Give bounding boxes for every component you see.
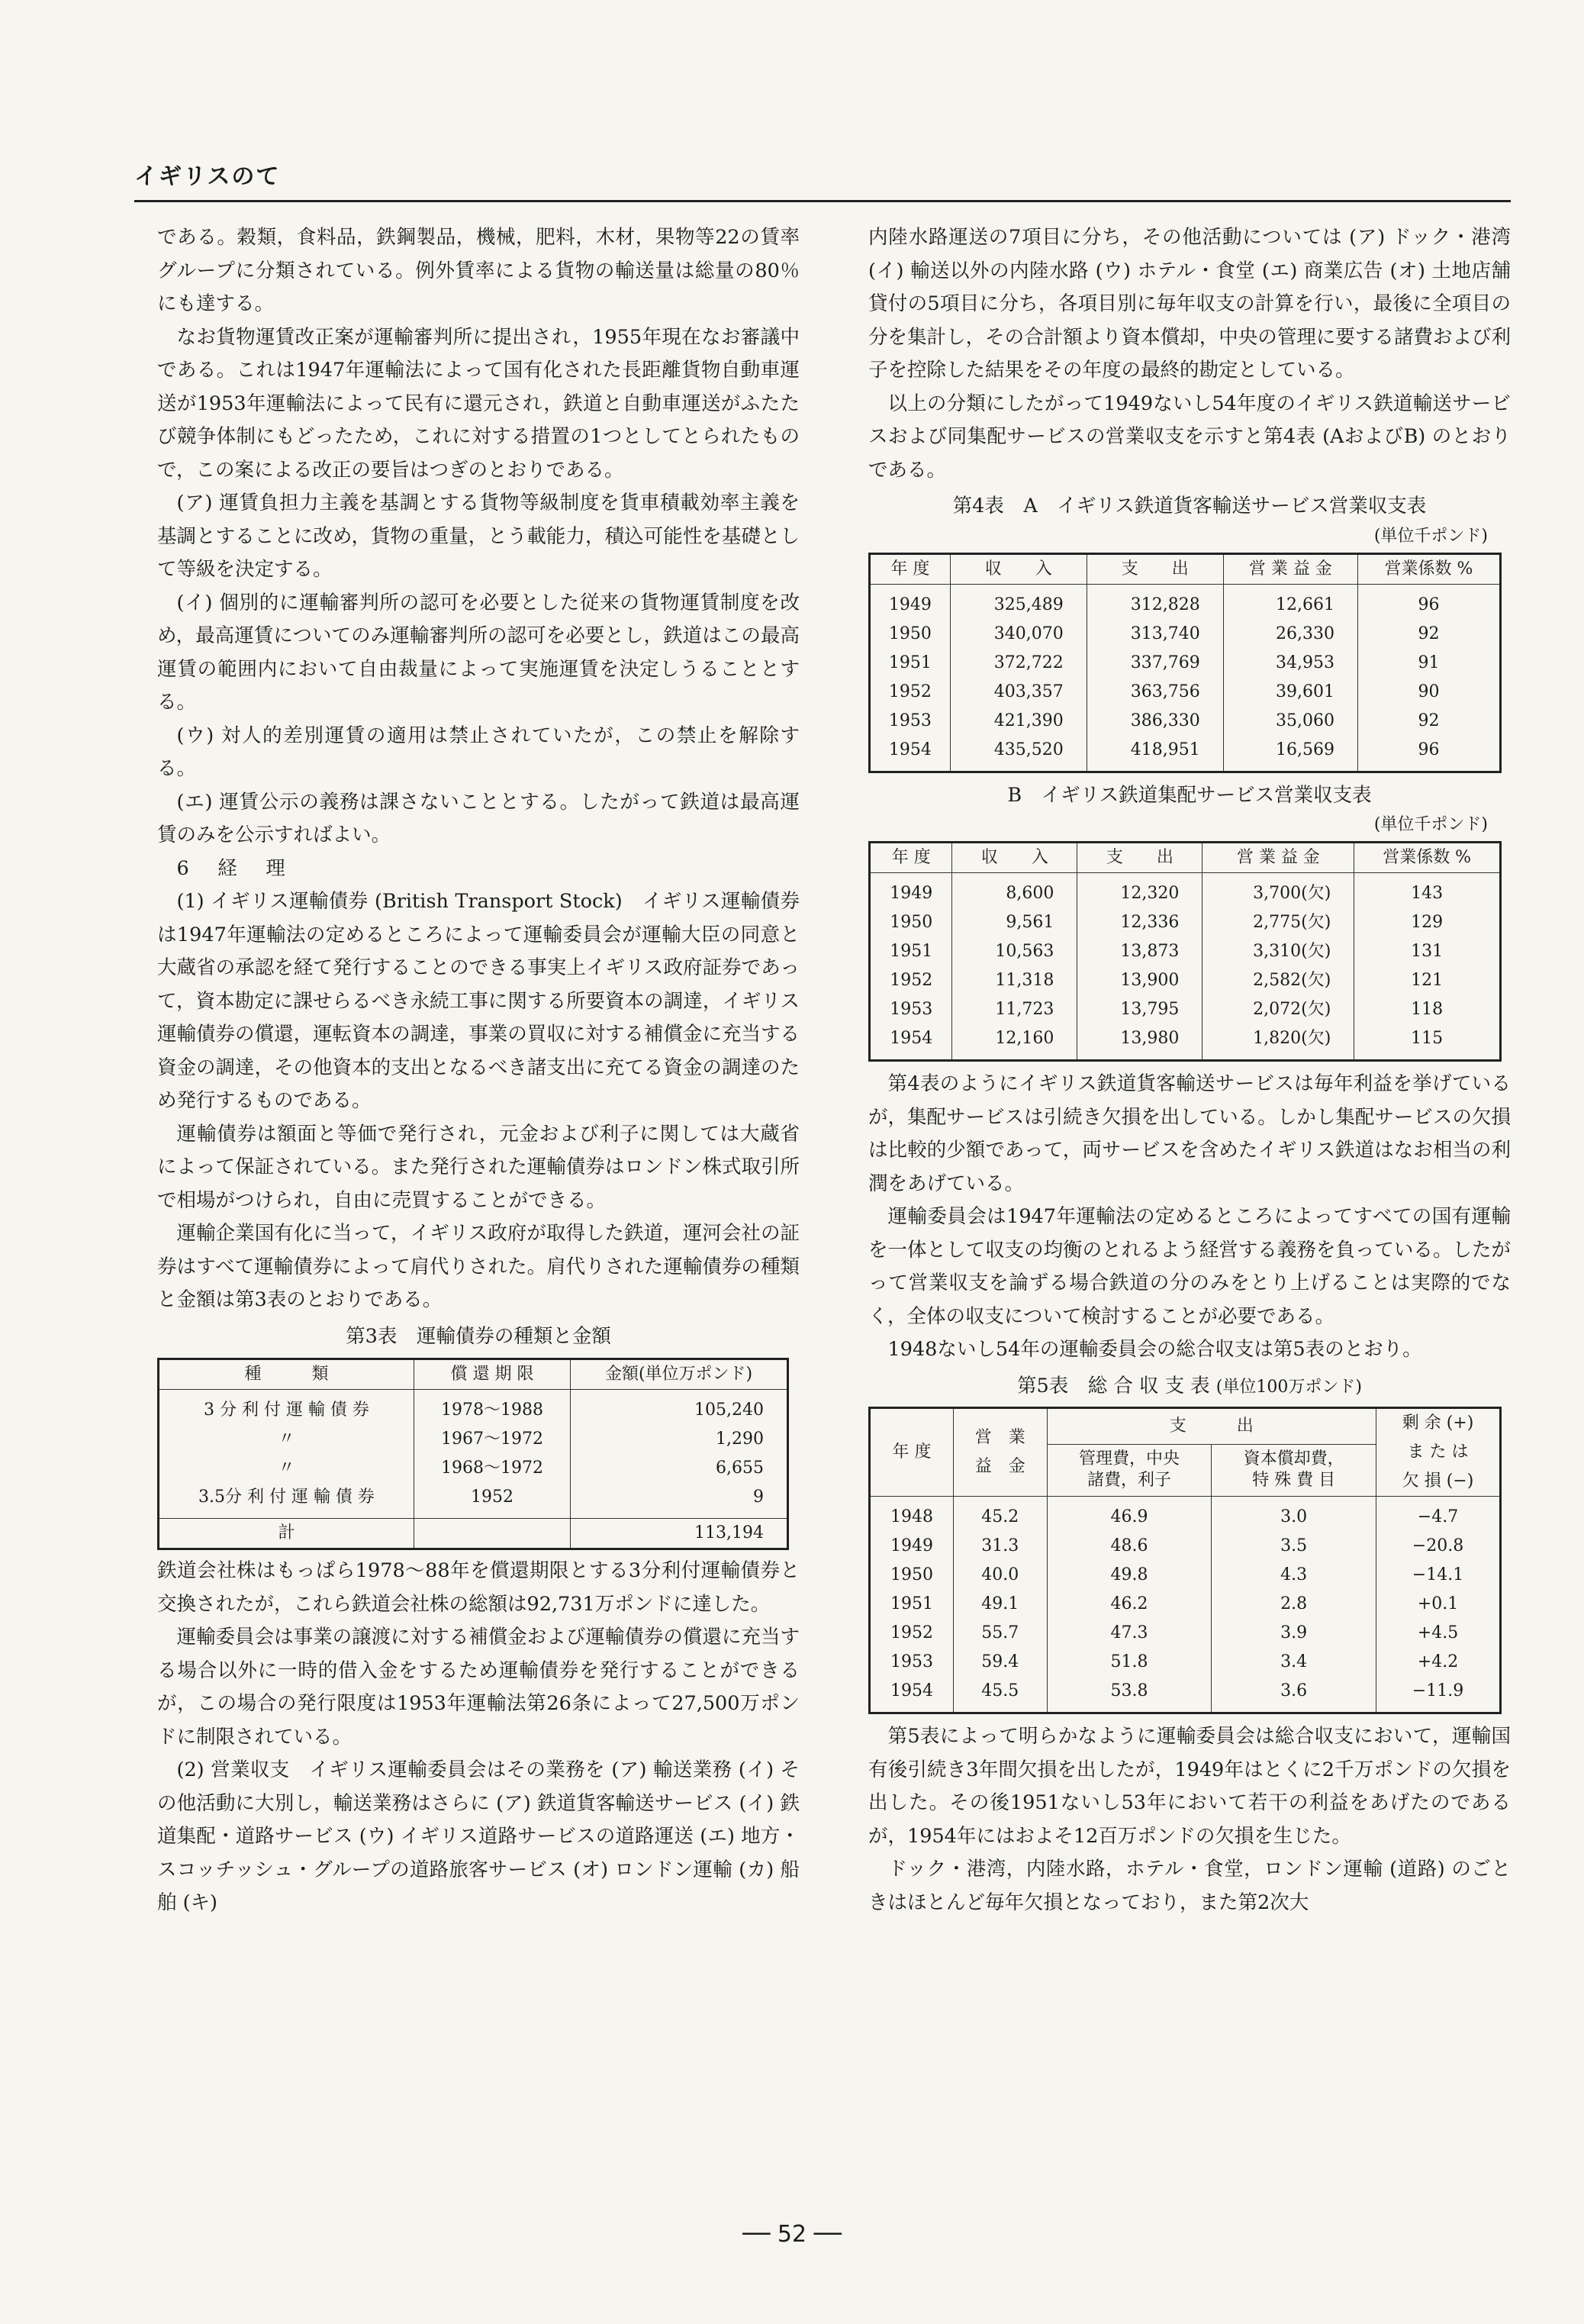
left-column <box>157 221 800 1920</box>
table-cell: −11.9 <box>1376 1677 1501 1713</box>
table-cell: 9 <box>571 1483 788 1519</box>
table-cell: 46.9 <box>1047 1497 1212 1533</box>
table-cell: 計 <box>159 1519 414 1549</box>
table-cell: 2,582(欠) <box>1202 966 1354 995</box>
table-cell: 13,795 <box>1077 995 1202 1024</box>
table-cell: 1952 <box>888 682 932 701</box>
right-column <box>868 221 1511 1919</box>
table-cell: 92 <box>1357 707 1500 736</box>
table-unit: (単位100万ポンド) <box>1215 1377 1362 1397</box>
section-heading: 6 経 理 <box>176 856 290 880</box>
table-cell: 2.8 <box>1212 1590 1376 1619</box>
list-item: (イ) 個別的に運輸審判所の認可を必要とした従来の貨物運賃制度を改め，最高運賃についてのみ運輸審判所の認可を必要とし，鉄道はこの最高運賃の範囲内において自由裁量によって実施運賃を決定しうることとする。 <box>157 591 800 714</box>
table-cell: 1978～1988 <box>414 1390 570 1426</box>
table-cell: 340,070 <box>950 620 1087 649</box>
column-header: 営業係数 % <box>1354 843 1501 873</box>
table-cell: −4.7 <box>1376 1497 1501 1533</box>
table-cell: 1,290 <box>571 1425 788 1454</box>
table-cell: 31.3 <box>953 1532 1047 1561</box>
table-cell: 1949 <box>890 1536 933 1555</box>
paragraph: 第5表によって明らかなように運輸委員会は総合収支において，運輸国有後引続き3年間欠損を出したが，1949年はとくに2千万ポンドの欠損を出した。その後1951ないし53年において若干の利益をあげたのであるが，1954年にはおよそ12百万ポンドの欠損を生じた。 <box>868 1725 1511 1848</box>
table-5 <box>868 1407 1502 1714</box>
table-cell: +4.2 <box>1376 1648 1501 1677</box>
table-cell: 1968～1972 <box>414 1454 570 1483</box>
table-cell: 45.5 <box>953 1677 1047 1713</box>
table-row <box>870 908 1501 937</box>
table-cell: 49.8 <box>1047 1561 1212 1590</box>
table-row <box>159 1390 788 1426</box>
table-row <box>870 1532 1501 1561</box>
table-cell: 9,561 <box>952 908 1077 937</box>
table-row <box>870 1677 1501 1713</box>
column-header: 支 出 <box>1047 1408 1376 1445</box>
table-cell: 1950 <box>888 624 932 643</box>
table-cell: 13,900 <box>1077 966 1202 995</box>
column-header: 収 入 <box>952 843 1077 873</box>
table-row <box>870 678 1501 707</box>
paragraph: 運輸委員会は事業の譲渡に対する補償金および運輸債券の償還に充当する場合以外に一時的借入金をするため運輸債券を発行することができるが，この場合の発行限度は1953年運輸法第26条によって27,500万ポンドに制限されている。 <box>157 1626 800 1749</box>
table-cell: 3 分 利 付 運 輸 債 券 <box>203 1401 369 1420</box>
table-row <box>870 966 1501 995</box>
table-row <box>870 736 1501 772</box>
table-cell: 1951 <box>888 653 932 672</box>
column-header: 年 度 <box>870 843 952 873</box>
table-cell: 1951 <box>890 1594 933 1613</box>
table-title-text: 第5表 総 合 収 支 表 <box>1017 1374 1210 1397</box>
table-cell: 131 <box>1354 937 1501 966</box>
column-header: 管理費，中央 諸費，利子 <box>1047 1444 1212 1496</box>
table-cell: 40.0 <box>953 1561 1047 1590</box>
table-row <box>870 873 1501 909</box>
table-cell: 118 <box>1354 995 1501 1024</box>
table-cell: 3.4 <box>1212 1648 1376 1677</box>
table-cell: 105,240 <box>571 1390 788 1426</box>
table-3 <box>157 1358 789 1550</box>
table-cell: 92 <box>1357 620 1500 649</box>
table-cell: 421,390 <box>950 707 1087 736</box>
column-header: 資本償却費， 特 殊 費 目 <box>1212 1444 1376 1496</box>
paragraph: 運輸企業国有化に当って，イギリス政府が取得した鉄道，運河会社の証券はすべて運輸債券によって肩代りされた。肩代りされた運輸債券の種類と金額は第3表のとおりである。 <box>157 1222 800 1311</box>
table-cell: 6,655 <box>571 1454 788 1483</box>
paragraph: 運輸委員会は1947年運輸法の定めるところによってすべての国有運輸を一体として収支の均衡のとれるよう経営する義務を負っている。したがって営業収支を論ずる場合鉄道の分のみをとり上げることは実際的でなく，全体の収支について検討することが必要である。 <box>868 1205 1511 1328</box>
paragraph: である。穀類，食料品，鉄鋼製品，機械，肥料，木材，果物等22の賃率グループに分類されている。例外賃率による貨物の輸送量は総量の80％にも達する。 <box>157 226 800 315</box>
paragraph: 鉄道会社株はもっぱら1978～88年を償還期限とする3分利付運輸債券と交換されたが，これら鉄道会社株の総額は92,731万ポンドに達した。 <box>157 1559 800 1616</box>
paragraph: (2) 営業収支 イギリス運輸委員会はその業務を (ア) 輸送業務 (イ) その他活動に大別し，輸送業務はさらに (ア) 鉄道貨客輸送サービス (イ) 鉄道集配・道路サービス (ウ) イギリス道路サービスの道路運送 (エ) 地方・スコッチッシュ・グループの道路旅客サービス (オ) ロンドン運輸 (カ) 船舶 (キ) <box>157 1758 800 1914</box>
table-cell: 1950 <box>890 1565 933 1584</box>
table-cell: 129 <box>1354 908 1501 937</box>
paragraph: ドック・港湾，内陸水路，ホテル・食堂，ロンドン運輸 (道路) のごときはほとんど毎年欠損となっており，また第2次大 <box>868 1858 1511 1914</box>
table-cell: 3,700(欠) <box>1202 873 1354 909</box>
table-row <box>870 620 1501 649</box>
table-cell: 325,489 <box>950 584 1087 620</box>
table-cell: 1954 <box>890 1681 933 1700</box>
table-row <box>870 1648 1501 1677</box>
table-cell: 4.3 <box>1212 1561 1376 1590</box>
table-cell: 2,072(欠) <box>1202 995 1354 1024</box>
table-cell: +4.5 <box>1376 1619 1501 1648</box>
table-cell: 45.2 <box>953 1497 1047 1533</box>
table-cell: 143 <box>1354 873 1501 909</box>
table-cell: 1949 <box>888 595 932 614</box>
table-cell: 3,310(欠) <box>1202 937 1354 966</box>
column-header: 剰 余 (+) ま た は 欠 損 (−) <box>1376 1408 1501 1497</box>
column-header: 支 出 <box>1077 843 1202 873</box>
table-cell: 1953 <box>888 711 932 730</box>
table-row <box>870 1619 1501 1648</box>
table-cell: 1952 <box>890 971 933 990</box>
table-cell: 115 <box>1354 1024 1501 1061</box>
table-cell <box>414 1519 570 1549</box>
table-cell: 12,160 <box>952 1024 1077 1061</box>
running-header: イギリスのて <box>134 163 281 190</box>
table-row <box>870 1497 1501 1533</box>
column-header: 金額(単位万ポンド) <box>571 1359 788 1390</box>
table-cell: 1967～1972 <box>414 1425 570 1454</box>
table-cell: 2,775(欠) <box>1202 908 1354 937</box>
table-cell: 26,330 <box>1223 620 1357 649</box>
table-cell: 90 <box>1357 678 1500 707</box>
table-cell: 386,330 <box>1087 707 1223 736</box>
table-cell: 337,769 <box>1087 649 1223 678</box>
paragraph: 以上の分類にしたがって1949ないし54年度のイギリス鉄道輸送サービスおよび同集配サービスの営業収支を示すと第4表 (AおよびB) のとおりである。 <box>868 392 1511 482</box>
table-cell: 12,661 <box>1223 584 1357 620</box>
table-cell: 403,357 <box>950 678 1087 707</box>
table-cell: 35,060 <box>1223 707 1357 736</box>
table-row <box>870 649 1501 678</box>
table-cell: 46.2 <box>1047 1590 1212 1619</box>
table-cell: 11,723 <box>952 995 1077 1024</box>
column-header: 年 度 <box>870 553 951 584</box>
paragraph: (1) イギリス運輸債券 (British Transport Stock) イギリス運輸債券は1947年運輸法の定めるところによって運輸委員会が運輸大臣の同意と大蔵省の承認を経て発行することのできる事実上イギリス政府証券であって，資本勘定に課せらるべき永続工事に関する所要資本の調達，イギリス運輸債券の償還，運転資本の調達，事業の買収に対する補償金に充当する資金の調達，その他資本的支出となるべき諸支出に充てる資金の調達のため発行するものである。 <box>157 890 800 1112</box>
table-row <box>870 937 1501 966</box>
table-cell: 372,722 <box>950 649 1087 678</box>
header-rule <box>134 200 1511 202</box>
list-item: (ア) 運賃負担力主義を基調とする貨物等級制度を貨車積載効率主義を基調とすることに改め，貨物の重量，とう載能力，積込可能性を基礎として等級を決定する。 <box>157 492 800 581</box>
paragraph: 第4表のようにイギリス鉄道貨客輸送サービスは毎年利益を挙げているが，集配サービスは引続き欠損を出している。しかし集配サービスの欠損は比較的少額であって，両サービスを含めたイギリス鉄道はなお相当の利潤をあげている。 <box>868 1072 1511 1195</box>
table-cell: 1950 <box>890 913 933 932</box>
table-title: 第4表 A イギリス鉄道貨客輸送サービス営業収支表 <box>952 495 1427 517</box>
table-cell: 1951 <box>890 942 933 961</box>
table-cell: 96 <box>1357 584 1500 620</box>
table-title <box>868 1370 1511 1404</box>
column-header: 営 業 益 金 <box>953 1408 1047 1497</box>
table-cell: 53.8 <box>1047 1677 1212 1713</box>
paragraph: 1948ないし54年の運輸委員会の総合収支は第5表のとおり。 <box>887 1338 1422 1361</box>
table-cell: 313,740 <box>1087 620 1223 649</box>
table-row <box>159 1425 788 1454</box>
table-row <box>159 1483 788 1519</box>
table-cell: 11,318 <box>952 966 1077 995</box>
table-row <box>870 584 1501 620</box>
table-cell: −20.8 <box>1376 1532 1501 1561</box>
table-row <box>870 1024 1501 1061</box>
table-title: B イギリス鉄道集配サービス営業収支表 <box>1007 783 1372 807</box>
table-cell: 113,194 <box>571 1519 788 1549</box>
table-cell: −14.1 <box>1376 1561 1501 1590</box>
page-number: ── 52 ── <box>742 2221 842 2248</box>
paragraph: なお貨物運賃改正案が運輸審判所に提出され，1955年現在なお審議中である。これは1947年運輸法によって国有化された長距離貨物自動車運送が1953年運輸法によって民有に還元され，鉄道と自動車運送がふたたび競争体制にもどったため，これに対する措置の1つとしてとられたもので，この案による改正の要旨はつぎのとおりである。 <box>157 325 800 482</box>
table-4a <box>868 553 1502 773</box>
column-header: 収 入 <box>950 553 1087 584</box>
table-row <box>870 707 1501 736</box>
table-cell: 1954 <box>888 740 932 759</box>
list-item: (エ) 運賃公示の義務は課さないこととする。したがって鉄道は最高運賃のみを公示すればよい。 <box>157 790 800 846</box>
table-total-row <box>159 1519 788 1549</box>
table-row <box>870 1590 1501 1619</box>
column-header: 支 出 <box>1087 553 1223 584</box>
table-cell: 12,320 <box>1077 873 1202 909</box>
table-cell: 51.8 <box>1047 1648 1212 1677</box>
table-cell: 8,600 <box>952 873 1077 909</box>
table-cell: 13,980 <box>1077 1024 1202 1061</box>
table-cell: 12,336 <box>1077 908 1202 937</box>
table-unit: (単位千ポンド) <box>1373 815 1488 834</box>
list-item: (ウ) 対人的差別運賃の適用は禁止されていたが，この禁止を解除する。 <box>157 724 800 780</box>
table-4b <box>868 841 1502 1062</box>
table-title: 第3表 運輸債券の種類と金額 <box>346 1324 611 1348</box>
table-cell: 13,873 <box>1077 937 1202 966</box>
table-cell: 418,951 <box>1087 736 1223 772</box>
table-cell: 49.1 <box>953 1590 1047 1619</box>
column-header: 償 還 期 限 <box>414 1359 570 1390</box>
table-cell: 435,520 <box>950 736 1087 772</box>
column-header: 営 業 益 金 <box>1202 843 1354 873</box>
column-header: 種 類 <box>159 1359 414 1390</box>
table-cell: 47.3 <box>1047 1619 1212 1648</box>
table-cell: 91 <box>1357 649 1500 678</box>
table-cell: 3.6 <box>1212 1677 1376 1713</box>
table-cell: 39,601 <box>1223 678 1357 707</box>
table-cell: 34,953 <box>1223 649 1357 678</box>
table-cell: 1,820(欠) <box>1202 1024 1354 1061</box>
table-cell: 〃 <box>278 1430 295 1449</box>
table-cell: 1949 <box>890 884 933 903</box>
table-unit: (単位千ポンド) <box>1373 526 1488 546</box>
table-row <box>870 1561 1501 1590</box>
table-cell: 59.4 <box>953 1648 1047 1677</box>
table-cell: +0.1 <box>1376 1590 1501 1619</box>
column-header: 営業係数 % <box>1357 553 1500 584</box>
table-cell: 3.0 <box>1212 1497 1376 1533</box>
table-cell: 3.5分 利 付 運 輸 債 券 <box>198 1488 375 1507</box>
table-cell: 1954 <box>890 1029 933 1048</box>
table-cell: 363,756 <box>1087 678 1223 707</box>
table-cell: 10,563 <box>952 937 1077 966</box>
table-cell: 1952 <box>890 1623 933 1642</box>
paragraph: 運輸債券は額面と等価で発行され，元金および利子に関しては大蔵省によって保証されている。また発行された運輸債券はロンドン株式取引所で相場がつけられ，自由に売買することができる。 <box>157 1122 800 1212</box>
table-cell: 312,828 <box>1087 584 1223 620</box>
table-cell: 3.9 <box>1212 1619 1376 1648</box>
table-cell: 1952 <box>414 1483 570 1519</box>
table-cell: 〃 <box>278 1459 295 1478</box>
table-cell: 3.5 <box>1212 1532 1376 1561</box>
table-cell: 1948 <box>890 1507 933 1526</box>
table-cell: 1953 <box>890 1000 933 1019</box>
table-cell: 55.7 <box>953 1619 1047 1648</box>
table-row <box>870 995 1501 1024</box>
column-header: 営 業 益 金 <box>1223 553 1357 584</box>
table-row <box>159 1454 788 1483</box>
table-cell: 96 <box>1357 736 1500 772</box>
table-cell: 1953 <box>890 1652 933 1671</box>
table-cell: 16,569 <box>1223 736 1357 772</box>
table-cell: 48.6 <box>1047 1532 1212 1561</box>
table-cell: 121 <box>1354 966 1501 995</box>
paragraph: 内陸水路運送の7項目に分ち，その他活動については (ア) ドック・港湾 (イ) 輸送以外の内陸水路 (ウ) ホテル・食堂 (エ) 商業広告 (オ) 土地店舗貸付の5項目に分ち，各項目別に毎年収支の計算を行い，最後に全項目の分を集計し，その合計額より資本償却，中央の管理に要する諸費および利子を控除した結果をその年度の最終的勘定としている。 <box>868 226 1511 382</box>
column-header: 年 度 <box>870 1408 954 1497</box>
